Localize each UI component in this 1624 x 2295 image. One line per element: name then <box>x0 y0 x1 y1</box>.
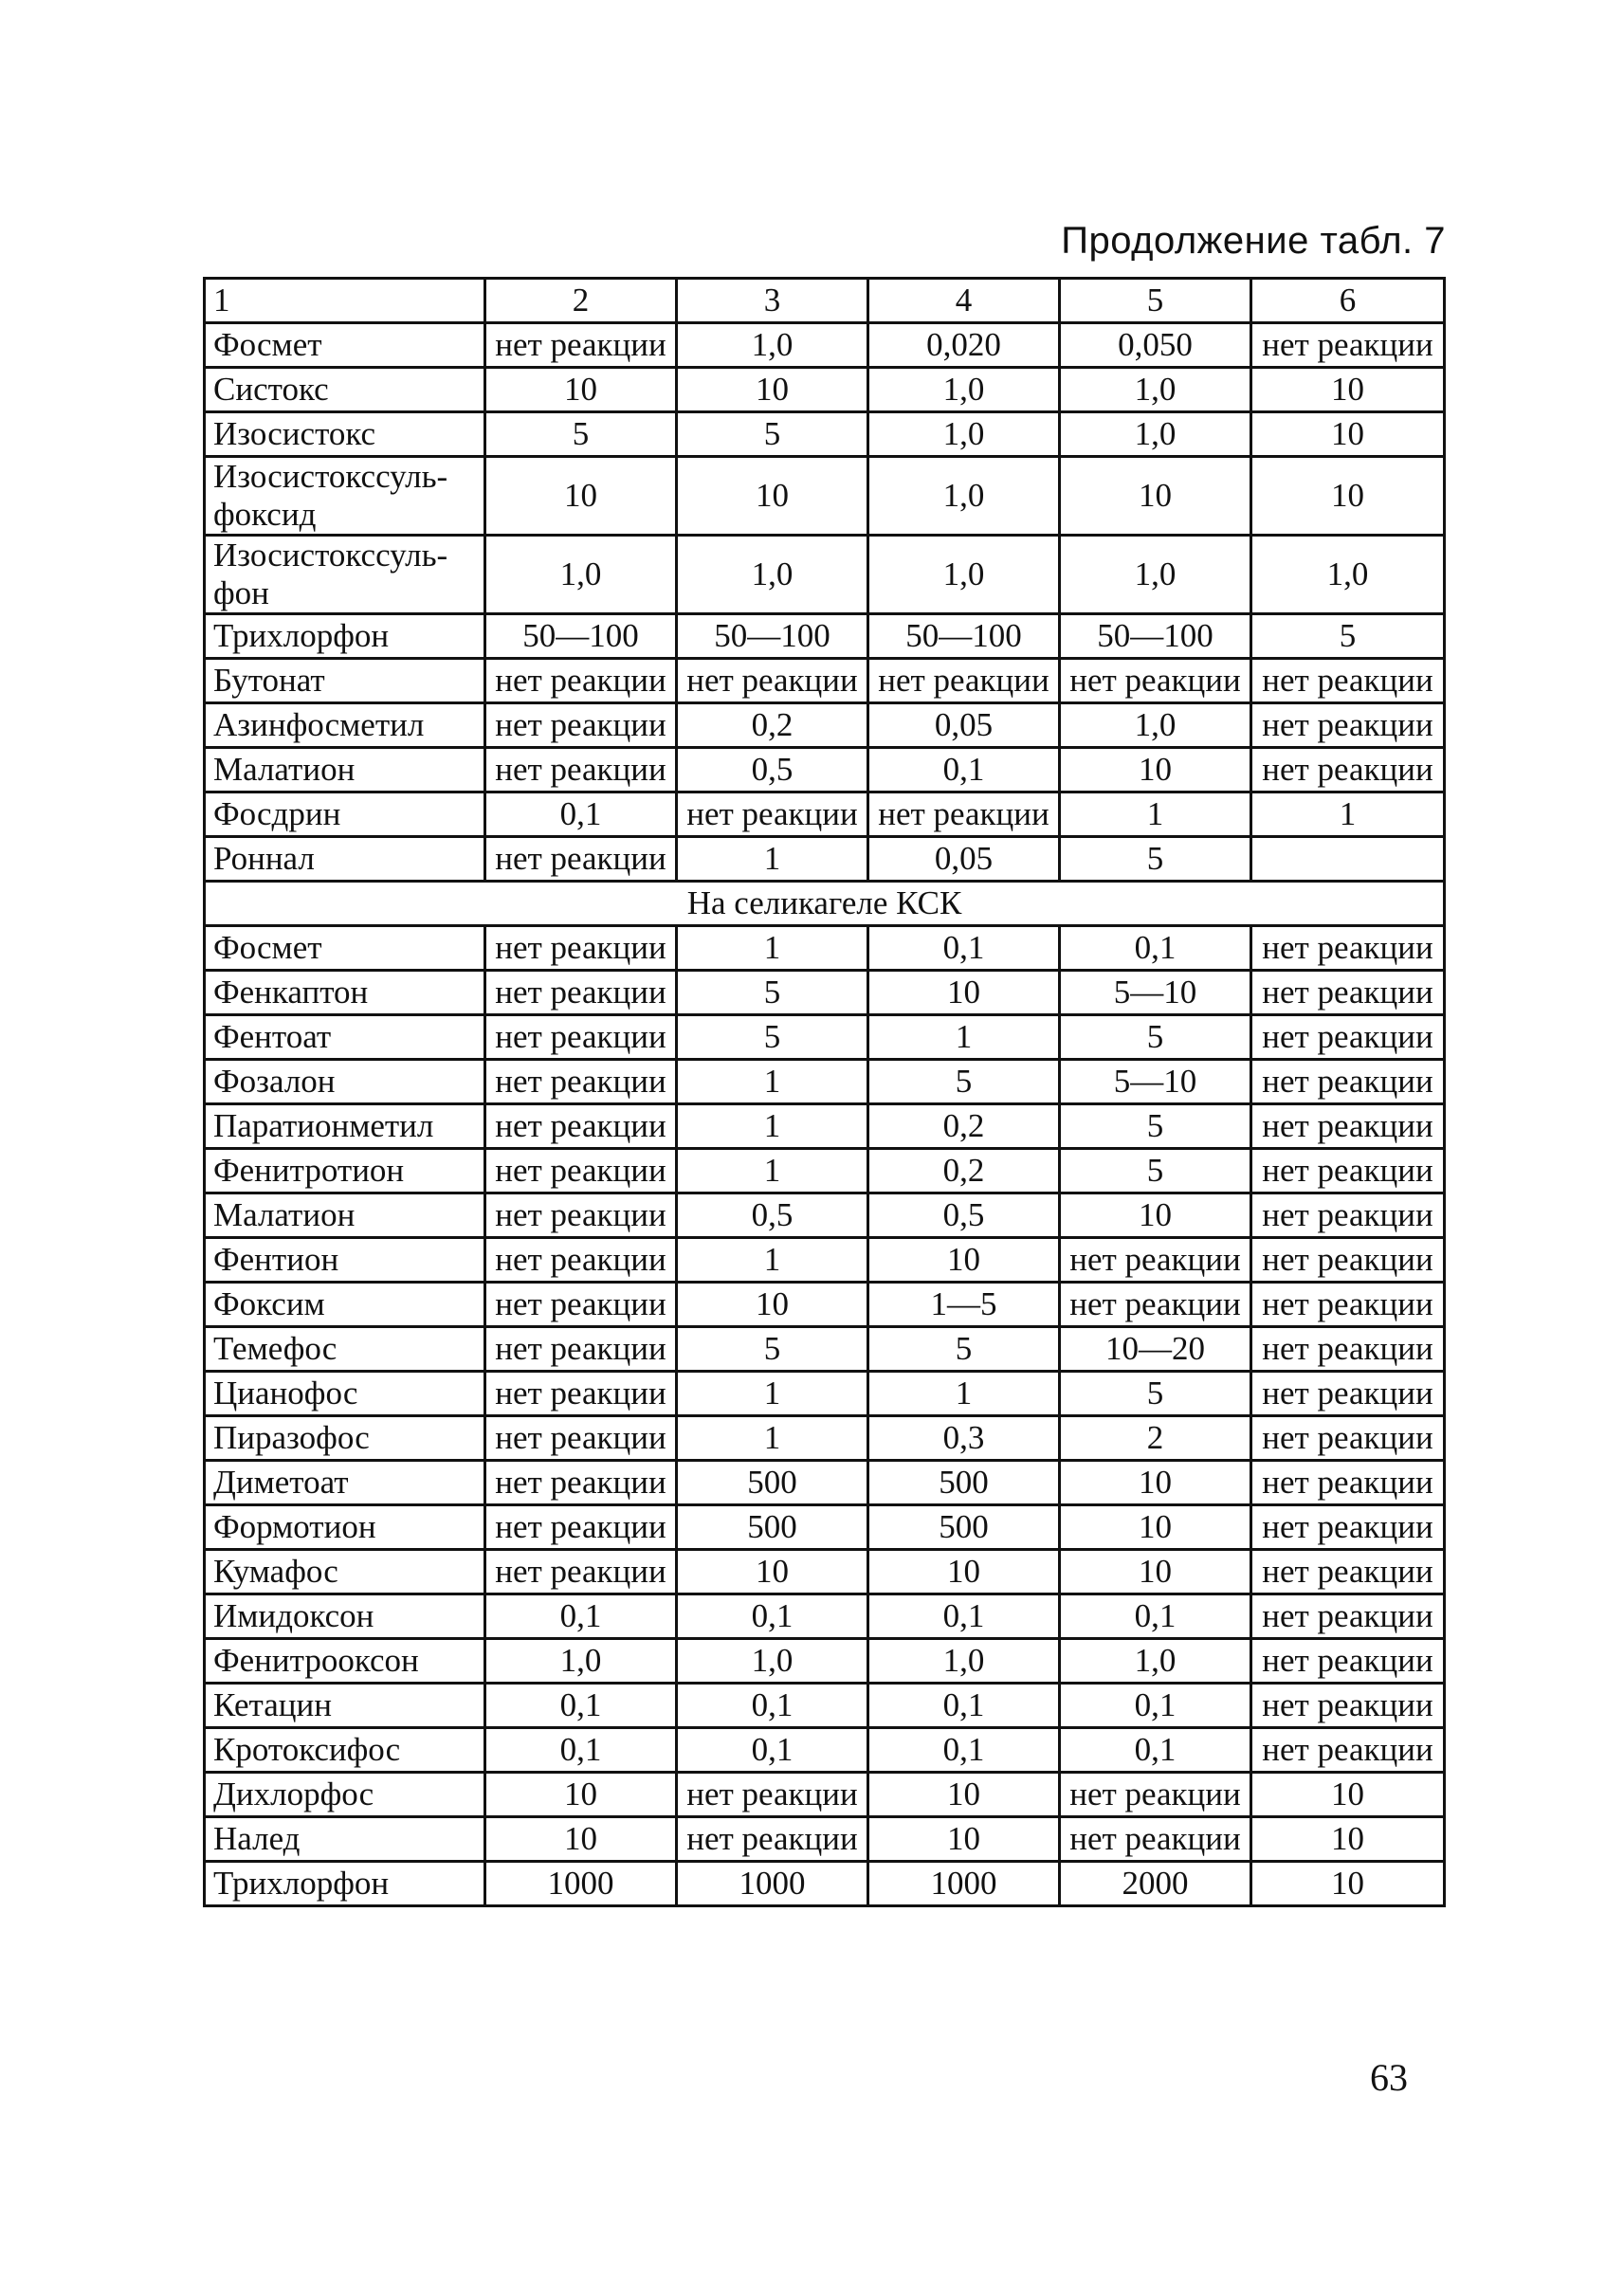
value-cell-col3: 500 <box>677 1461 868 1505</box>
table-row <box>205 792 1445 837</box>
value-cell-col3: 1 <box>677 1104 868 1149</box>
value-cell-col4: 1—5 <box>868 1283 1060 1327</box>
value-cell-col3: 3 <box>677 279 868 323</box>
table-row <box>205 1015 1445 1060</box>
value-cell-col3: 1,0 <box>677 323 868 368</box>
compound-name-cell: 1 <box>205 279 485 323</box>
value-cell-col2: 0,1 <box>485 1594 677 1639</box>
value-cell-col3: 10 <box>677 1283 868 1327</box>
value-cell-col5: 10 <box>1060 457 1251 536</box>
value-cell-col2: 0,1 <box>485 1684 677 1728</box>
value-cell-col3: 10 <box>677 457 868 536</box>
value-cell-col6: 5 <box>1251 614 1445 659</box>
table-row <box>205 926 1445 971</box>
value-cell-col3: нет реакции <box>677 1817 868 1862</box>
table-row <box>205 368 1445 412</box>
table-row <box>205 1327 1445 1372</box>
value-cell-col3: 5 <box>677 971 868 1015</box>
table-row <box>205 1060 1445 1104</box>
value-cell-col6: 10 <box>1251 368 1445 412</box>
value-cell-col2: 2 <box>485 279 677 323</box>
value-cell-col3: 1000 <box>677 1862 868 1906</box>
value-cell-col4: 0,5 <box>868 1193 1060 1238</box>
value-cell-col4: 0,2 <box>868 1149 1060 1193</box>
value-cell-col4: 500 <box>868 1505 1060 1550</box>
value-cell-col6: нет реакции <box>1251 1372 1445 1416</box>
value-cell-col2: 1,0 <box>485 536 677 614</box>
value-cell-col6: 10 <box>1251 457 1445 536</box>
value-cell-col5: 10 <box>1060 1550 1251 1594</box>
compound-name-cell: Кетацин <box>205 1684 485 1728</box>
value-cell-col2: нет реакции <box>485 1060 677 1104</box>
table-row <box>205 1193 1445 1238</box>
value-cell-col4: 0,05 <box>868 837 1060 882</box>
value-cell-col4: 10 <box>868 1238 1060 1283</box>
table-row <box>205 1461 1445 1505</box>
compound-name-cell: Паратионметил <box>205 1104 485 1149</box>
value-cell-col3: 1 <box>677 1372 868 1416</box>
value-cell-col2: нет реакции <box>485 1104 677 1149</box>
value-cell-col5: нет реакции <box>1060 1238 1251 1283</box>
value-cell-col4: 0,1 <box>868 1728 1060 1773</box>
value-cell-col3: нет реакции <box>677 659 868 703</box>
table-row <box>205 703 1445 748</box>
value-cell-col6: нет реакции <box>1251 1505 1445 1550</box>
value-cell-col6: 10 <box>1251 1773 1445 1817</box>
value-cell-col5: 2 <box>1060 1416 1251 1461</box>
table-row <box>205 323 1445 368</box>
compound-name-cell: Фозалон <box>205 1060 485 1104</box>
compound-name-cell: Налед <box>205 1817 485 1862</box>
value-cell-col4: нет реакции <box>868 792 1060 837</box>
value-cell-col4: 50—100 <box>868 614 1060 659</box>
table-row <box>205 1594 1445 1639</box>
value-cell-col6: нет реакции <box>1251 703 1445 748</box>
value-cell-col2: 0,1 <box>485 1728 677 1773</box>
table-caption: Продолжение табл. 7 <box>1061 220 1446 262</box>
table-row <box>205 837 1445 882</box>
compound-name-cell: Изосистокссуль- фон <box>205 536 485 614</box>
header-row <box>205 279 1445 323</box>
value-cell-col2: нет реакции <box>485 1416 677 1461</box>
value-cell-col5: 5—10 <box>1060 1060 1251 1104</box>
table-row <box>205 1817 1445 1862</box>
table-row <box>205 1550 1445 1594</box>
value-cell-col6: нет реакции <box>1251 971 1445 1015</box>
value-cell-col4: 0,1 <box>868 926 1060 971</box>
value-cell-col3: 1 <box>677 1416 868 1461</box>
value-cell-col3: 500 <box>677 1505 868 1550</box>
value-cell-col2: нет реакции <box>485 1550 677 1594</box>
value-cell-col6: 10 <box>1251 1862 1445 1906</box>
value-cell-col2: нет реакции <box>485 837 677 882</box>
value-cell-col4: 1,0 <box>868 457 1060 536</box>
compound-name-cell: Формотион <box>205 1505 485 1550</box>
value-cell-col3: 1 <box>677 1238 868 1283</box>
value-cell-col3: 1,0 <box>677 1639 868 1684</box>
compound-name-cell: Темефос <box>205 1327 485 1372</box>
value-cell-col6: нет реакции <box>1251 926 1445 971</box>
value-cell-col2: нет реакции <box>485 1193 677 1238</box>
value-cell-col3: 0,1 <box>677 1684 868 1728</box>
compound-name-cell: Диметоат <box>205 1461 485 1505</box>
compound-name-cell: Фосмет <box>205 323 485 368</box>
value-cell-col2: нет реакции <box>485 659 677 703</box>
value-cell-col6: 6 <box>1251 279 1445 323</box>
value-cell-col4: 0,05 <box>868 703 1060 748</box>
value-cell-col5: 10 <box>1060 1461 1251 1505</box>
value-cell-col6: нет реакции <box>1251 1238 1445 1283</box>
value-cell-col2: 50—100 <box>485 614 677 659</box>
value-cell-col5: нет реакции <box>1060 1283 1251 1327</box>
value-cell-col3: 0,5 <box>677 748 868 792</box>
value-cell-col3: 1 <box>677 837 868 882</box>
value-cell-col4: 0,1 <box>868 1684 1060 1728</box>
value-cell-col4: 4 <box>868 279 1060 323</box>
compound-name-cell: Фоксим <box>205 1283 485 1327</box>
value-cell-col4: 1000 <box>868 1862 1060 1906</box>
value-cell-col2: 10 <box>485 368 677 412</box>
table-row <box>205 1728 1445 1773</box>
section-row <box>205 882 1445 926</box>
value-cell-col4: 500 <box>868 1461 1060 1505</box>
value-cell-col5: 10 <box>1060 1505 1251 1550</box>
value-cell-col6: 10 <box>1251 412 1445 457</box>
compound-name-cell: Фенитротион <box>205 1149 485 1193</box>
value-cell-col3: 10 <box>677 1550 868 1594</box>
compound-name-cell: Изосистокс <box>205 412 485 457</box>
value-cell-col3: 5 <box>677 1015 868 1060</box>
table-row <box>205 536 1445 614</box>
value-cell-col5: 10 <box>1060 748 1251 792</box>
value-cell-col5: 0,050 <box>1060 323 1251 368</box>
table-row <box>205 412 1445 457</box>
value-cell-col6: нет реакции <box>1251 1416 1445 1461</box>
page-number: 63 <box>1370 2056 1408 2099</box>
value-cell-col5: 0,1 <box>1060 1684 1251 1728</box>
value-cell-col4: 0,1 <box>868 748 1060 792</box>
compound-name-cell: Цианофос <box>205 1372 485 1416</box>
value-cell-col6: 1 <box>1251 792 1445 837</box>
value-cell-col2: 1000 <box>485 1862 677 1906</box>
value-cell-col6: нет реакции <box>1251 1550 1445 1594</box>
value-cell-col5: 5 <box>1060 1104 1251 1149</box>
table-row <box>205 1283 1445 1327</box>
compound-name-cell: Имидоксон <box>205 1594 485 1639</box>
value-cell-col4: 10 <box>868 1550 1060 1594</box>
table-row <box>205 1684 1445 1728</box>
value-cell-col5: 1,0 <box>1060 536 1251 614</box>
value-cell-col5: 5 <box>1060 837 1251 882</box>
table-row <box>205 614 1445 659</box>
value-cell-col4: 0,3 <box>868 1416 1060 1461</box>
value-cell-col6: 10 <box>1251 1817 1445 1862</box>
value-cell-col2: 1,0 <box>485 1639 677 1684</box>
value-cell-col6: нет реакции <box>1251 1060 1445 1104</box>
value-cell-col5: 0,1 <box>1060 1594 1251 1639</box>
value-cell-col4: 5 <box>868 1327 1060 1372</box>
compound-name-cell: Изосистокссуль- фоксид <box>205 457 485 536</box>
value-cell-col5: 1,0 <box>1060 1639 1251 1684</box>
compound-name-cell: Фенитрооксон <box>205 1639 485 1684</box>
value-cell-col2: нет реакции <box>485 1149 677 1193</box>
value-cell-col3: 0,5 <box>677 1193 868 1238</box>
compound-name-cell: Роннал <box>205 837 485 882</box>
value-cell-col2: нет реакции <box>485 971 677 1015</box>
value-cell-col5: 0,1 <box>1060 926 1251 971</box>
value-cell-col3: 10 <box>677 368 868 412</box>
table-row <box>205 1149 1445 1193</box>
value-cell-col5: 1,0 <box>1060 703 1251 748</box>
value-cell-col4: 1,0 <box>868 536 1060 614</box>
value-cell-col6: нет реакции <box>1251 1149 1445 1193</box>
value-cell-col2: нет реакции <box>485 1238 677 1283</box>
table-row <box>205 1773 1445 1817</box>
compound-name-cell: Трихлорфон <box>205 614 485 659</box>
table-body <box>205 279 1445 1906</box>
value-cell-col2: нет реакции <box>485 926 677 971</box>
value-cell-col5: 1 <box>1060 792 1251 837</box>
value-cell-col4: нет реакции <box>868 659 1060 703</box>
value-cell-col3: 0,1 <box>677 1594 868 1639</box>
value-cell-col3: 1,0 <box>677 536 868 614</box>
value-cell-col4: 10 <box>868 1773 1060 1817</box>
value-cell-col6: 1,0 <box>1251 536 1445 614</box>
table-row <box>205 1104 1445 1149</box>
value-cell-col2: нет реакции <box>485 748 677 792</box>
value-cell-col3: 50—100 <box>677 614 868 659</box>
value-cell-col2: нет реакции <box>485 1015 677 1060</box>
value-cell-col2: нет реакции <box>485 1327 677 1372</box>
value-cell-col4: 1 <box>868 1015 1060 1060</box>
compound-name-cell: Фосдрин <box>205 792 485 837</box>
value-cell-col5: 1,0 <box>1060 368 1251 412</box>
value-cell-col3: 1 <box>677 1149 868 1193</box>
value-cell-col3: 5 <box>677 1327 868 1372</box>
value-cell-col6: нет реакции <box>1251 1193 1445 1238</box>
value-cell-col2: 10 <box>485 1773 677 1817</box>
value-cell-col2: нет реакции <box>485 1283 677 1327</box>
value-cell-col3: 1 <box>677 926 868 971</box>
value-cell-col5: 10 <box>1060 1193 1251 1238</box>
value-cell-col6 <box>1251 837 1445 882</box>
compound-name-cell: Дихлорфос <box>205 1773 485 1817</box>
table-row <box>205 1238 1445 1283</box>
value-cell-col4: 1,0 <box>868 412 1060 457</box>
table-row <box>205 1416 1445 1461</box>
value-cell-col6: нет реакции <box>1251 1327 1445 1372</box>
value-cell-col4: 1 <box>868 1372 1060 1416</box>
value-cell-col5: нет реакции <box>1060 1817 1251 1862</box>
value-cell-col6: нет реакции <box>1251 1639 1445 1684</box>
compound-name-cell: Малатион <box>205 748 485 792</box>
compound-name-cell: Кротоксифос <box>205 1728 485 1773</box>
value-cell-col6: нет реакции <box>1251 1283 1445 1327</box>
value-cell-col6: нет реакции <box>1251 748 1445 792</box>
compound-name-cell: Кумафос <box>205 1550 485 1594</box>
value-cell-col5: 2000 <box>1060 1862 1251 1906</box>
value-cell-col2: нет реакции <box>485 1505 677 1550</box>
compound-name-cell: Бутонат <box>205 659 485 703</box>
compound-name-cell: Фентион <box>205 1238 485 1283</box>
value-cell-col6: нет реакции <box>1251 1461 1445 1505</box>
value-cell-col2: нет реакции <box>485 703 677 748</box>
compound-name-cell: Фентоат <box>205 1015 485 1060</box>
value-cell-col6: нет реакции <box>1251 1594 1445 1639</box>
table-row <box>205 1372 1445 1416</box>
value-cell-col5: 50—100 <box>1060 614 1251 659</box>
value-cell-col4: 1,0 <box>868 368 1060 412</box>
value-cell-col2: нет реакции <box>485 1372 677 1416</box>
value-cell-col5: нет реакции <box>1060 659 1251 703</box>
value-cell-col5: нет реакции <box>1060 1773 1251 1817</box>
value-cell-col3: 5 <box>677 412 868 457</box>
value-cell-col2: 5 <box>485 412 677 457</box>
value-cell-col4: 5 <box>868 1060 1060 1104</box>
compound-name-cell: Малатион <box>205 1193 485 1238</box>
compound-name-cell: Фенкаптон <box>205 971 485 1015</box>
value-cell-col5: 5 <box>1060 1015 1251 1060</box>
value-cell-col6: нет реакции <box>1251 1104 1445 1149</box>
table-row <box>205 971 1445 1015</box>
value-cell-col5: 5 <box>1060 1149 1251 1193</box>
value-cell-col5: 5 <box>1060 279 1251 323</box>
value-cell-col3: нет реакции <box>677 792 868 837</box>
value-cell-col4: 10 <box>868 971 1060 1015</box>
value-cell-col5: 10—20 <box>1060 1327 1251 1372</box>
table-row <box>205 457 1445 536</box>
value-cell-col6: нет реакции <box>1251 323 1445 368</box>
value-cell-col3: 1 <box>677 1060 868 1104</box>
value-cell-col6: нет реакции <box>1251 1728 1445 1773</box>
section-title: На селикагеле КСК <box>205 882 1445 926</box>
table-row <box>205 1862 1445 1906</box>
value-cell-col4: 10 <box>868 1817 1060 1862</box>
table-row <box>205 1639 1445 1684</box>
value-cell-col4: 0,1 <box>868 1594 1060 1639</box>
value-cell-col3: нет реакции <box>677 1773 868 1817</box>
compound-name-cell: Азинфосметил <box>205 703 485 748</box>
value-cell-col2: 10 <box>485 1817 677 1862</box>
value-cell-col5: 5 <box>1060 1372 1251 1416</box>
table-row <box>205 1505 1445 1550</box>
value-cell-col5: 1,0 <box>1060 412 1251 457</box>
value-cell-col6: нет реакции <box>1251 659 1445 703</box>
value-cell-col5: 0,1 <box>1060 1728 1251 1773</box>
value-cell-col2: нет реакции <box>485 1461 677 1505</box>
table-row <box>205 748 1445 792</box>
value-cell-col3: 0,2 <box>677 703 868 748</box>
value-cell-col4: 0,020 <box>868 323 1060 368</box>
value-cell-col4: 0,2 <box>868 1104 1060 1149</box>
value-cell-col3: 0,1 <box>677 1728 868 1773</box>
value-cell-col2: 0,1 <box>485 792 677 837</box>
table-row <box>205 659 1445 703</box>
compound-name-cell: Трихлорфон <box>205 1862 485 1906</box>
value-cell-col4: 1,0 <box>868 1639 1060 1684</box>
compound-name-cell: Систокс <box>205 368 485 412</box>
compound-name-cell: Фосмет <box>205 926 485 971</box>
value-cell-col2: 10 <box>485 457 677 536</box>
value-cell-col6: нет реакции <box>1251 1684 1445 1728</box>
value-cell-col5: 5—10 <box>1060 971 1251 1015</box>
value-cell-col6: нет реакции <box>1251 1015 1445 1060</box>
value-cell-col2: нет реакции <box>485 323 677 368</box>
data-table <box>203 277 1446 1907</box>
compound-name-cell: Пиразофос <box>205 1416 485 1461</box>
